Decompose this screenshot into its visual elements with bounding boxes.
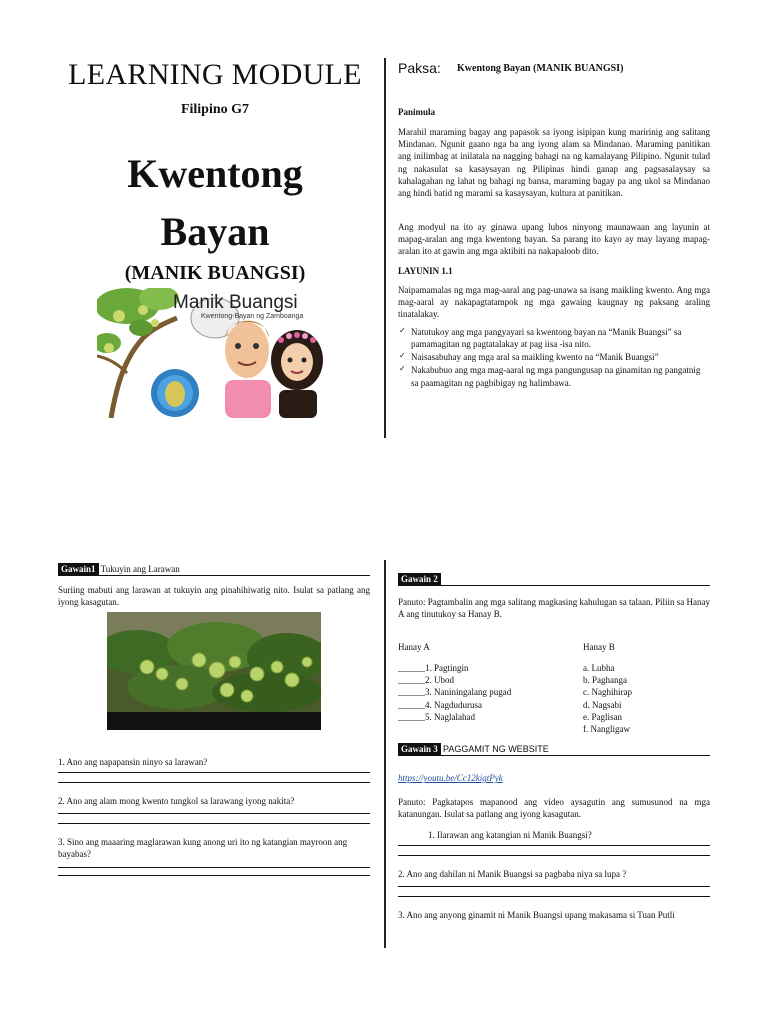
gawain1-title: Tukuyin ang Larawan [100,564,180,574]
hanay-a-item[interactable]: ______1. Pagtingin [398,663,469,674]
answer-lines [58,772,370,783]
gawain2-tag: Gawain 2 [398,573,441,585]
answer-lines [58,813,370,824]
divider [398,585,710,586]
objective-item: ✓ Naisasabuhay ang mga aral sa maikling kwento na “Manik Buangsi” [398,351,710,363]
gawain1-question-3: 3. Sino ang maaaring maglarawan kung anong uri ito ng katangian mayroon ang bayabas? [58,837,348,860]
hanay-a-label: Hanay A [398,642,430,652]
answer-line[interactable] [58,813,370,814]
answer-line[interactable] [58,875,370,876]
art-subtitle: Kwentong-Bayan ng Zamboanga [201,313,304,320]
answer-lines [58,867,370,876]
gawain3-title: PAGGAMIT NG WEBSITE [443,744,549,754]
answer-line[interactable] [398,886,710,887]
objective-item: ✓ Nakabubuo ang mga mag-aaral ng mga pangungusap na ginamitan ng pangatnig sa paamagitan ng pagbibigay ng halimbawa. [398,364,710,388]
answer-line[interactable] [398,855,710,856]
video-link[interactable]: https://youtu.be/Cc12kigtPyk [398,773,503,784]
hanay-b-item: d. Nagsabi [583,699,622,710]
paksa-value: Kwentong Bayan (MANIK BUANGSI) [457,63,624,74]
cover-subtitle: Filipino G7 [180,102,250,117]
hanay-a-item[interactable]: ______4. Nagdudurusa [398,699,482,710]
modyul-text: Ang modyul na ito ay ginawa upang lubos ninyong maunawaan ang layunin at mapag-aralan ang mga kwentong bayan. Sa parang ito kayo ay may layang mapag-aralan ito at gawin ang mga aktibiti na nakapaloob dito. [398,221,710,257]
gawain3-instructions: Panuto: Pagkatapos mapanood ang video aysagutin ang sumusunod na mga katanungan. Isulat sa patlang ang iyong kasagutan. [398,797,710,820]
layunin-text: Naipamamalas ng mga mag-aaral ang pag-unawa sa isang maikling kwento. Ang mga mag-aaral ay nakapagtatampok ng mga gawaing kaugnay ng paksang araling tinatalakay. [398,284,710,319]
gawain3-tag: Gawain 3 [398,743,441,755]
gawain1-header [58,563,370,575]
column-divider-bottom [384,560,386,948]
answer-line[interactable] [398,896,710,897]
gawain3-question-2: 2. Ano ang dahilan ni Manik Buangsi sa pagbaba niya sa lupa ? [398,868,627,879]
answer-line[interactable] [58,782,370,783]
hanay-a-item[interactable]: ______3. Naniningalang pugad [398,687,512,698]
answer-line[interactable] [398,845,710,846]
hanay-a [398,641,578,723]
guava-tree-photo [107,612,321,730]
cover-illustration [97,288,329,418]
hanay-a-item[interactable]: ______2. Ubod [398,675,454,686]
hanay-b-item: c. Naghihirap [583,687,632,698]
hanay-b-item: f. Nangligaw [583,723,630,734]
divider [398,755,710,756]
gawain3-header [398,743,710,755]
cover-title: LEARNING MODULE [68,58,362,91]
hanay-b-item: b. Paghanga [583,675,627,686]
cover-heading-line2: Bayan [160,209,270,254]
column-divider-top [384,58,386,438]
hanay-b [583,641,713,735]
gawain1-tag: Gawain1 [58,563,99,575]
art-title: Manik Buangsi [173,292,298,313]
hanay-b-label: Hanay B [583,642,615,652]
cover-story-name: (MANIK BUANGSI) [124,262,306,284]
answer-line[interactable] [58,823,370,824]
answer-lines [398,845,710,856]
gawain3-question-1: 1. Ilarawan ang katangian ni Manik Buangsi? [428,829,592,840]
divider [58,575,370,576]
objectives-list [398,326,710,389]
panimula-heading: Panimula [398,107,436,117]
hanay-a-item[interactable]: ______5. Naglalahad [398,711,475,722]
paksa-label: Paksa: [398,60,441,76]
answer-line[interactable] [58,772,370,773]
gawain3-question-3: 3. Ano ang anyong ginamit ni Manik Buangsi upang makasama si Tuan Putli [398,909,675,920]
objective-item: ✓ Natutukoy ang mga pangyayari sa kwentong bayan na “Manik Buangsi” sa pamamagitan ng pagtatalakay at pag iisa -isa nito. [398,326,710,350]
gawain1-question-2: 2. Ano ang alam mong kwento tungkol sa larawang iyong nakita? [58,796,295,807]
gawain2-instructions: Panuto: Pagtambalin ang mga salitang magkasing kahulugan sa talaan. Piliin sa Hanay A ang tinutukoy sa Hanay B. [398,597,710,620]
panimula-text: Marahil maraming bagay ang papasok sa iyong isipipan kung maririnig ang salitang Mindanao. Ngunit gaano nga ba ang iyong alam sa Mindanao. Maraming panitikan ang inilimbag at inilatala na nagging bahagi na ng kamalayang Pilipino. Ngunit tulad ng nakasulat sa kasaysayan ng Pilipinas hindi ganap ang pagsasalaysay sa kahalagahan ng lahat ng bahagi ng bansa, maraming bagay pa ang ukol sa Mindanao ang hindi batid ng marami sa kasaysayan, kultura at panitikan. [398,127,710,198]
answer-lines [398,886,710,897]
hanay-b-item: e. Paglisan [583,711,622,722]
answer-line[interactable] [58,867,370,868]
gawain1-instructions: Suriing mabuti ang larawan at tukuyin ang pinahihiwatig nito. Isulat sa patlang ang iyong kasagutan. [58,585,370,608]
gawain1-question-1: 1. Ano ang napapansin ninyo sa larawan? [58,757,208,767]
hanay-b-item: a. Lubha [583,663,615,674]
layunin-heading: LAYUNIN 1.1 [398,266,453,277]
cover-heading-line1: Kwentong [127,151,303,196]
